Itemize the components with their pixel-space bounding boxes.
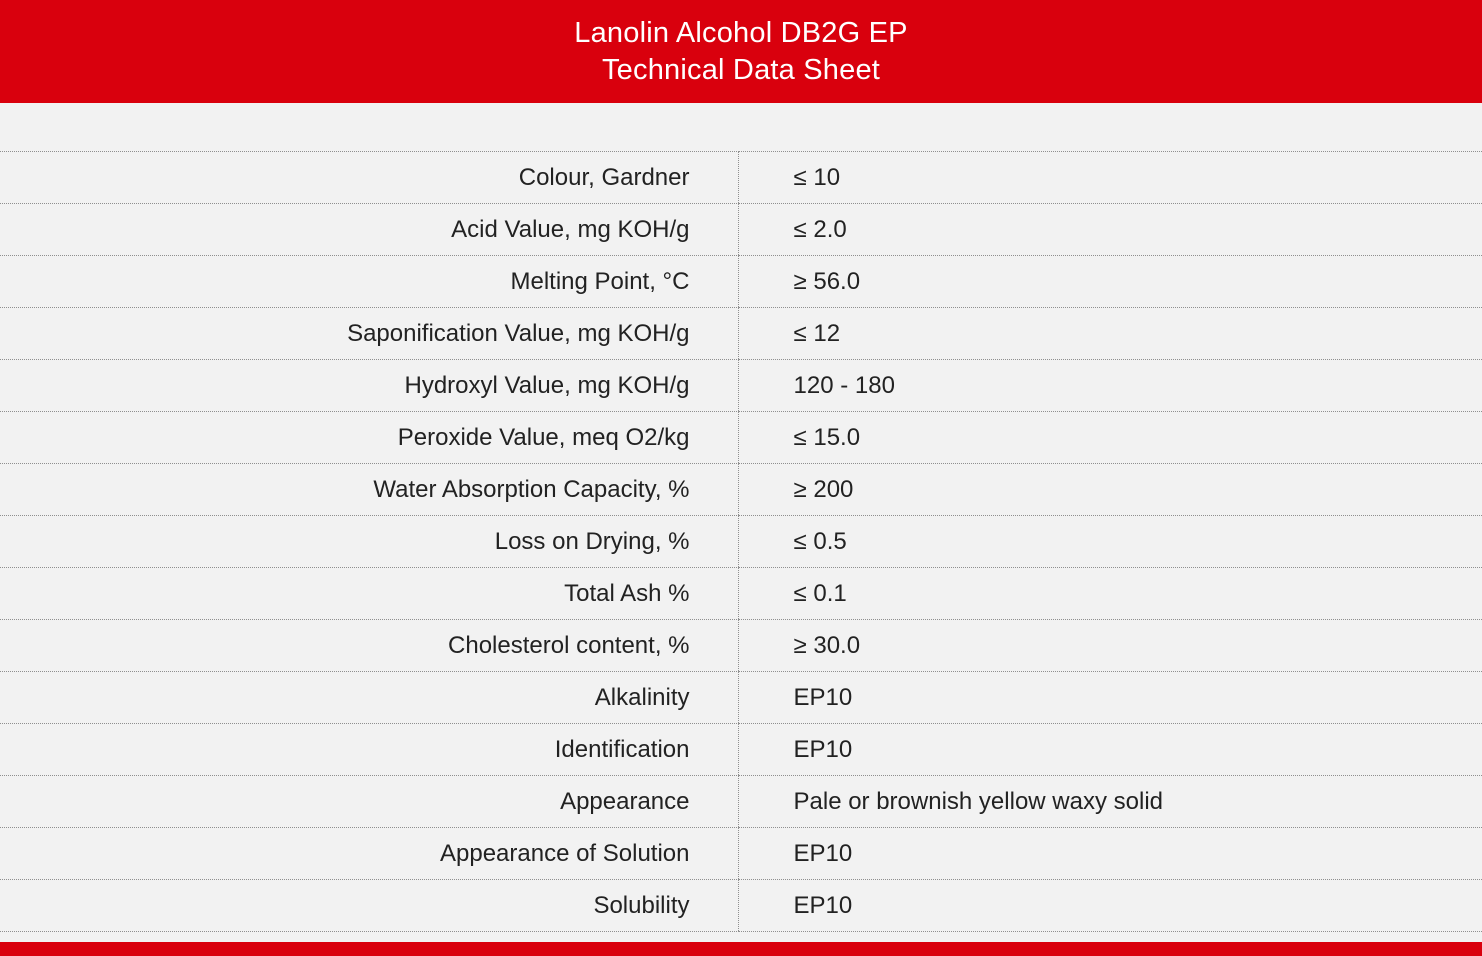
table-row	[0, 568, 1482, 620]
table-row	[0, 256, 1482, 308]
table-row	[0, 204, 1482, 256]
property-cell: Identification	[0, 724, 738, 776]
table-row	[0, 776, 1482, 828]
table-row	[0, 360, 1482, 412]
table-row	[0, 516, 1482, 568]
value-cell: ≥ 56.0	[738, 256, 1482, 308]
document-footer-band	[0, 942, 1482, 956]
value-cell: EP10	[738, 880, 1482, 932]
value-cell: ≤ 10	[738, 152, 1482, 204]
property-cell: Water Absorption Capacity, %	[0, 464, 738, 516]
table-row	[0, 464, 1482, 516]
value-cell: 120 - 180	[738, 360, 1482, 412]
table-row	[0, 724, 1482, 776]
table-row	[0, 412, 1482, 464]
value-cell: ≥ 200	[738, 464, 1482, 516]
value-cell: ≥ 30.0	[738, 620, 1482, 672]
property-cell: Cholesterol content, %	[0, 620, 738, 672]
property-cell: Appearance of Solution	[0, 828, 738, 880]
document-header	[0, 0, 1482, 103]
property-cell: Acid Value, mg KOH/g	[0, 204, 738, 256]
value-cell: EP10	[738, 672, 1482, 724]
table-row	[0, 152, 1482, 204]
property-cell: Alkalinity	[0, 672, 738, 724]
table-row	[0, 880, 1482, 932]
value-cell: ≤ 15.0	[738, 412, 1482, 464]
value-cell: EP10	[738, 724, 1482, 776]
property-cell: Hydroxyl Value, mg KOH/g	[0, 360, 738, 412]
value-cell: Pale or brownish yellow waxy solid	[738, 776, 1482, 828]
property-cell: Colour, Gardner	[0, 152, 738, 204]
table-row	[0, 620, 1482, 672]
page-subtitle: Technical Data Sheet	[601, 53, 881, 86]
value-cell: ≤ 0.5	[738, 516, 1482, 568]
value-cell: EP10	[738, 828, 1482, 880]
table-row	[0, 828, 1482, 880]
property-cell: Total Ash %	[0, 568, 738, 620]
property-cell: Melting Point, °C	[0, 256, 738, 308]
page-title: Lanolin Alcohol DB2G EP	[574, 16, 908, 49]
property-cell: Appearance	[0, 776, 738, 828]
value-cell: ≤ 0.1	[738, 568, 1482, 620]
value-cell: ≤ 12	[738, 308, 1482, 360]
specification-table-body	[0, 152, 1482, 932]
property-cell: Saponification Value, mg KOH/g	[0, 308, 738, 360]
property-cell: Solubility	[0, 880, 738, 932]
specification-table	[0, 151, 1482, 932]
property-cell: Loss on Drying, %	[0, 516, 738, 568]
header-spacer	[0, 103, 1482, 151]
table-row	[0, 308, 1482, 360]
property-cell: Peroxide Value, meq O2/kg	[0, 412, 738, 464]
value-cell: ≤ 2.0	[738, 204, 1482, 256]
table-row	[0, 672, 1482, 724]
